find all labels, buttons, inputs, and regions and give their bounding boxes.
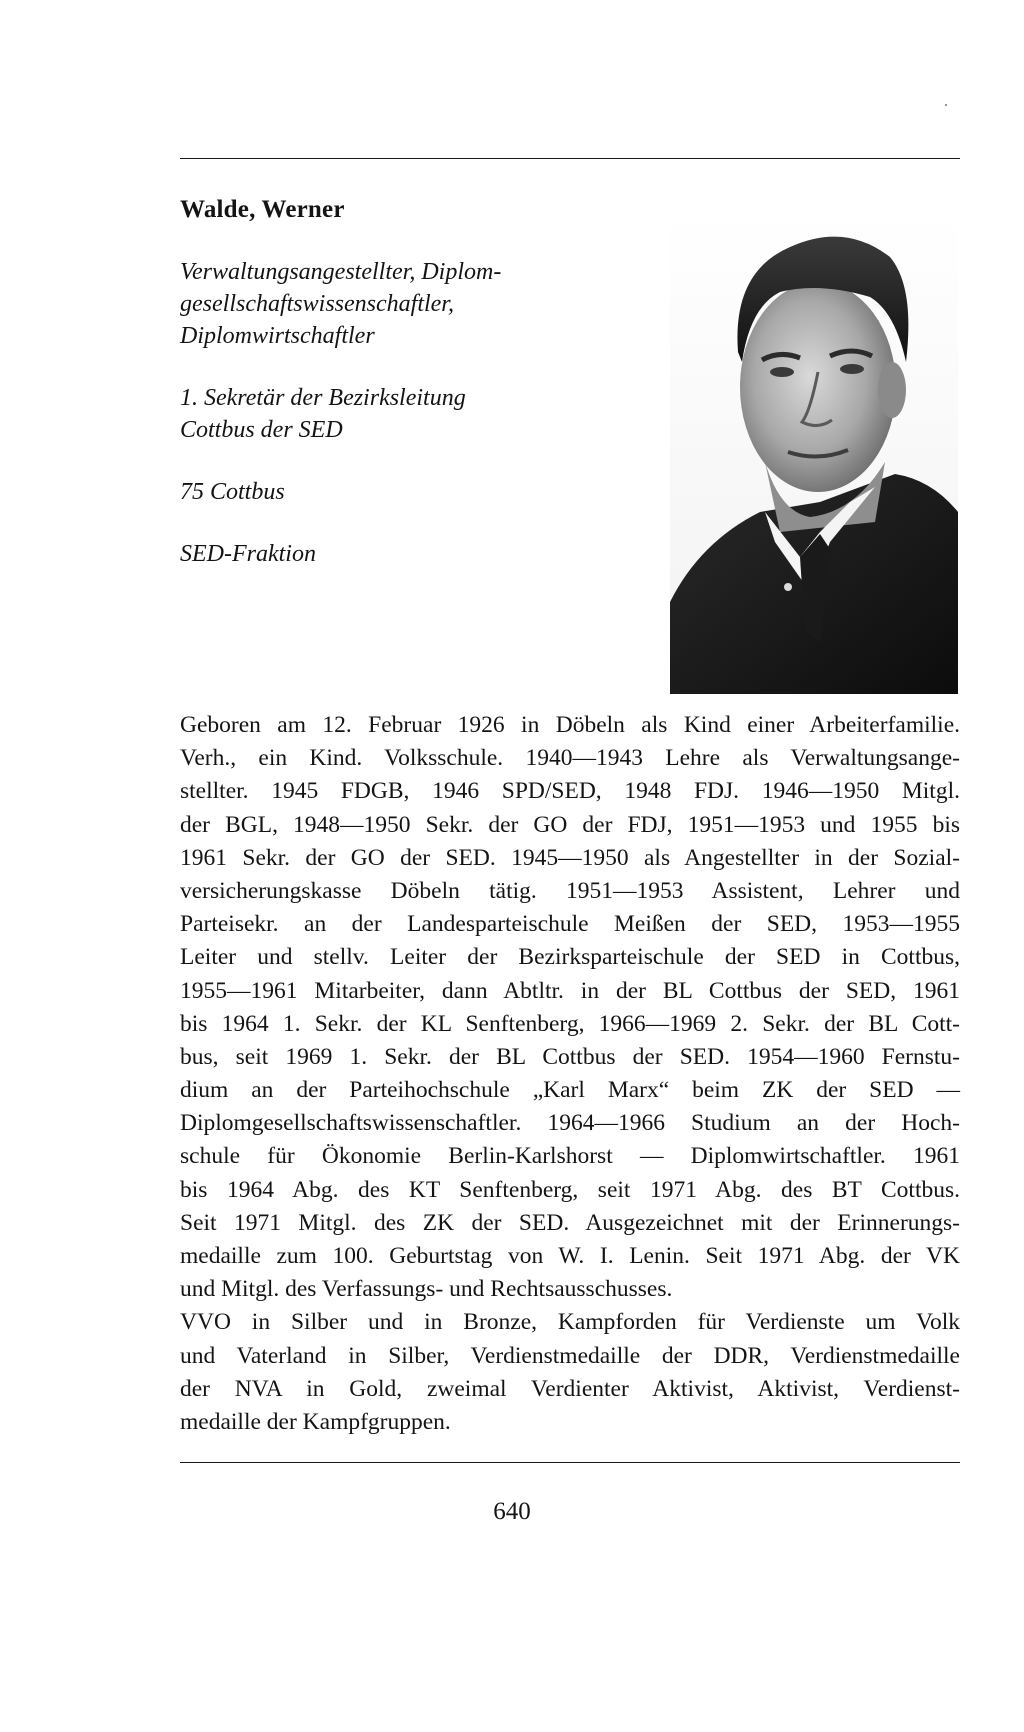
biography-line: bis 1964 Abg. des KT Senftenberg, seit 1971 Abg. des BT Cottbus. bbox=[180, 1176, 960, 1203]
entry-city: 75 Cottbus bbox=[180, 479, 285, 505]
biography-line: Seit 1971 Mitgl. des ZK der SED. Ausgezeichnet mit der Erinnerungs- bbox=[180, 1209, 960, 1236]
biography-line: bis 1964 1. Sekr. der KL Senftenberg, 1966—1969 2. Sekr. der BL Cott- bbox=[180, 1010, 960, 1037]
biography-line: Geboren am 12. Februar 1926 in Döbeln als Kind einer Arbeiterfamilie. bbox=[180, 712, 960, 738]
biography-line: der NVA in Gold, zweimal Verdienter Aktivist, Aktivist, Verdienst- bbox=[180, 1375, 960, 1402]
biography-line: dium an der Parteihochschule „Karl Marx“ beim ZK der SED — bbox=[180, 1077, 960, 1104]
biography-line: versicherungskasse Döbeln tätig. 1951—1953 Assistent, Lehrer und bbox=[180, 877, 960, 904]
position-line: Cottbus der SED bbox=[180, 417, 343, 443]
position-line: 1. Sekretär der Bezirksleitung bbox=[180, 385, 466, 411]
occupation-line: Diplomwirtschaftler bbox=[180, 323, 375, 349]
portrait-photo bbox=[670, 212, 958, 694]
biography-text bbox=[180, 709, 960, 1439]
page-number: 640 bbox=[493, 1498, 531, 1525]
entry-info bbox=[180, 256, 620, 570]
entry-occupation bbox=[180, 256, 620, 352]
biography-line: bus, seit 1969 1. Sekr. der BL Cottbus der SED. 1954—1960 Fernstu- bbox=[180, 1043, 960, 1070]
biography-line: schule für Ökonomie Berlin-Karlshorst — Diplomwirtschaftler. 1961 bbox=[180, 1143, 960, 1170]
scan-speck bbox=[945, 104, 947, 106]
occupation-line: gesellschaftswissenschaftler, bbox=[180, 291, 454, 317]
entry-faction: SED-Fraktion bbox=[180, 541, 316, 567]
biography-line: Diplomgesellschaftswissenschaftler. 1964—1966 Studium an der Hoch- bbox=[180, 1110, 960, 1137]
biography-line: stellter. 1945 FDGB, 1946 SPD/SED, 1948 FDJ. 1946—1950 Mitgl. bbox=[180, 778, 960, 805]
biography-line: Leiter und stellv. Leiter der Bezirksparteischule der SED in Cottbus, bbox=[180, 944, 960, 971]
top-rule bbox=[180, 158, 960, 159]
entry-position bbox=[180, 382, 620, 446]
biography-line: der BGL, 1948—1950 Sekr. der GO der FDJ, 1951—1953 und 1955 bis bbox=[180, 811, 960, 838]
entry-name: Walde, Werner bbox=[180, 196, 345, 223]
biography-line: medaille der Kampfgruppen. bbox=[180, 1408, 451, 1435]
biography-line: Parteisekr. an der Landesparteischule Meißen der SED, 1953—1955 bbox=[180, 911, 960, 938]
biography-line: und Mitgl. des Verfassungs- und Rechtsausschusses. bbox=[180, 1276, 673, 1303]
biography-line: 1955—1961 Mitarbeiter, dann Abtltr. in der BL Cottbus der SED, 1961 bbox=[180, 977, 960, 1004]
bottom-rule bbox=[180, 1462, 960, 1463]
occupation-line: Verwaltungsangestellter, Diplom- bbox=[180, 259, 502, 285]
biography-line: 1961 Sekr. der GO der SED. 1945—1950 als Angestellter in der Sozial- bbox=[180, 844, 960, 871]
biography-line: Verh., ein Kind. Volksschule. 1940—1943 Lehre als Verwaltungsange- bbox=[180, 745, 960, 772]
biography-line: und Vaterland in Silber, Verdienstmedaille der DDR, Verdienstmedaille bbox=[180, 1342, 960, 1369]
biography-line: VVO in Silber und in Bronze, Kampforden für Verdienste um Volk bbox=[180, 1309, 960, 1336]
biography-line: medaille zum 100. Geburtstag von W. I. Lenin. Seit 1971 Abg. der VK bbox=[180, 1243, 960, 1269]
